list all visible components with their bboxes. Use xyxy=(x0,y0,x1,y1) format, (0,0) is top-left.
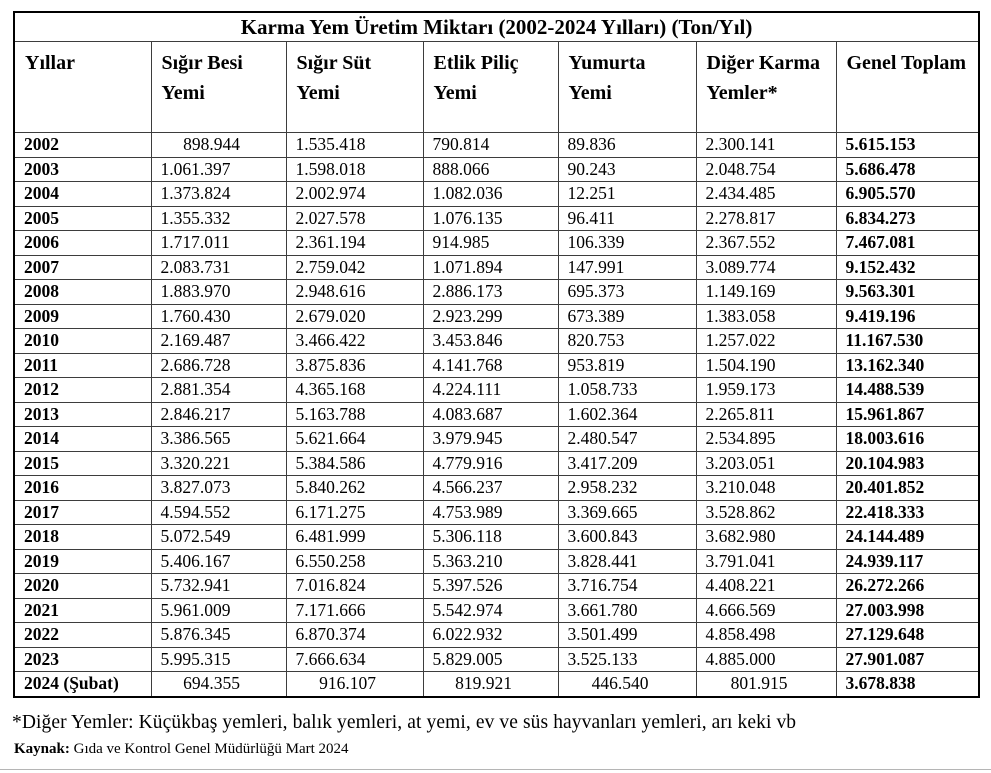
column-header-6: Genel Toplam xyxy=(836,42,979,133)
value-cell: 673.389 xyxy=(558,304,696,329)
table-row xyxy=(14,574,979,599)
value-cell: 694.355 xyxy=(151,672,286,697)
year-cell: 2005 xyxy=(14,206,151,231)
year-cell: 2013 xyxy=(14,402,151,427)
value-cell: 2.027.578 xyxy=(286,206,423,231)
value-cell: 1.883.970 xyxy=(151,280,286,305)
value-cell: 3.600.843 xyxy=(558,525,696,550)
value-cell: 2.300.141 xyxy=(696,133,836,158)
total-cell: 9.419.196 xyxy=(836,304,979,329)
value-cell: 12.251 xyxy=(558,182,696,207)
value-cell: 2.958.232 xyxy=(558,476,696,501)
year-cell: 2017 xyxy=(14,500,151,525)
value-cell: 4.224.111 xyxy=(423,378,558,403)
value-cell: 1.058.733 xyxy=(558,378,696,403)
value-cell: 2.881.354 xyxy=(151,378,286,403)
total-cell: 27.901.087 xyxy=(836,647,979,672)
value-cell: 2.265.811 xyxy=(696,402,836,427)
value-cell: 5.829.005 xyxy=(423,647,558,672)
value-cell: 819.921 xyxy=(423,672,558,697)
total-cell: 24.939.117 xyxy=(836,549,979,574)
table-title: Karma Yem Üretim Miktarı (2002-2024 Yılları) (Ton/Yıl) xyxy=(14,12,979,42)
year-cell: 2019 xyxy=(14,549,151,574)
total-cell: 7.467.081 xyxy=(836,231,979,256)
value-cell: 4.666.569 xyxy=(696,598,836,623)
value-cell: 5.995.315 xyxy=(151,647,286,672)
table-row xyxy=(14,157,979,182)
source-line xyxy=(14,741,349,758)
value-cell: 2.679.020 xyxy=(286,304,423,329)
year-cell: 2009 xyxy=(14,304,151,329)
value-cell: 5.732.941 xyxy=(151,574,286,599)
total-cell: 13.162.340 xyxy=(836,353,979,378)
value-cell: 790.814 xyxy=(423,133,558,158)
year-cell: 2008 xyxy=(14,280,151,305)
value-cell: 2.534.895 xyxy=(696,427,836,452)
total-cell: 9.152.432 xyxy=(836,255,979,280)
total-cell: 5.615.153 xyxy=(836,133,979,158)
value-cell: 888.066 xyxy=(423,157,558,182)
value-cell: 2.083.731 xyxy=(151,255,286,280)
year-cell: 2006 xyxy=(14,231,151,256)
value-cell: 3.682.980 xyxy=(696,525,836,550)
table-row xyxy=(14,672,979,697)
table-row xyxy=(14,598,979,623)
value-cell: 2.846.217 xyxy=(151,402,286,427)
column-header-2: Sığır Süt Yemi xyxy=(286,42,423,133)
total-cell: 3.678.838 xyxy=(836,672,979,697)
value-cell: 4.885.000 xyxy=(696,647,836,672)
value-cell: 3.466.422 xyxy=(286,329,423,354)
value-cell: 2.169.487 xyxy=(151,329,286,354)
page-bottom-rule xyxy=(0,769,991,770)
value-cell: 4.083.687 xyxy=(423,402,558,427)
header-row xyxy=(14,42,979,133)
column-header-4: Yumurta Yemi xyxy=(558,42,696,133)
value-cell: 4.141.768 xyxy=(423,353,558,378)
value-cell: 5.621.664 xyxy=(286,427,423,452)
value-cell: 2.948.616 xyxy=(286,280,423,305)
column-header-0: Yıllar xyxy=(14,42,151,133)
value-cell: 3.089.774 xyxy=(696,255,836,280)
value-cell: 695.373 xyxy=(558,280,696,305)
value-cell: 3.791.041 xyxy=(696,549,836,574)
total-cell: 26.272.266 xyxy=(836,574,979,599)
source-text: Gıda ve Kontrol Genel Müdürlüğü Mart 2024 xyxy=(69,741,349,757)
value-cell: 5.363.210 xyxy=(423,549,558,574)
value-cell: 5.840.262 xyxy=(286,476,423,501)
value-cell: 1.504.190 xyxy=(696,353,836,378)
value-cell: 3.320.221 xyxy=(151,451,286,476)
table-row xyxy=(14,451,979,476)
value-cell: 916.107 xyxy=(286,672,423,697)
value-cell: 1.082.036 xyxy=(423,182,558,207)
value-cell: 5.542.974 xyxy=(423,598,558,623)
value-cell: 6.171.275 xyxy=(286,500,423,525)
value-cell: 3.417.209 xyxy=(558,451,696,476)
value-cell: 2.367.552 xyxy=(696,231,836,256)
total-cell: 11.167.530 xyxy=(836,329,979,354)
table-row xyxy=(14,476,979,501)
table-row xyxy=(14,182,979,207)
year-cell: 2015 xyxy=(14,451,151,476)
value-cell: 5.876.345 xyxy=(151,623,286,648)
value-cell: 3.525.133 xyxy=(558,647,696,672)
value-cell: 5.384.586 xyxy=(286,451,423,476)
value-cell: 898.944 xyxy=(151,133,286,158)
table-row xyxy=(14,329,979,354)
value-cell: 5.961.009 xyxy=(151,598,286,623)
column-header-1: Sığır Besi Yemi xyxy=(151,42,286,133)
table-row xyxy=(14,231,979,256)
value-cell: 5.072.549 xyxy=(151,525,286,550)
value-cell: 446.540 xyxy=(558,672,696,697)
table-row xyxy=(14,255,979,280)
value-cell: 1.959.173 xyxy=(696,378,836,403)
total-cell: 6.834.273 xyxy=(836,206,979,231)
value-cell: 96.411 xyxy=(558,206,696,231)
year-cell: 2024 (Şubat) xyxy=(14,672,151,697)
value-cell: 1.355.332 xyxy=(151,206,286,231)
value-cell: 2.361.194 xyxy=(286,231,423,256)
title-row xyxy=(14,12,979,42)
value-cell: 3.979.945 xyxy=(423,427,558,452)
total-cell: 5.686.478 xyxy=(836,157,979,182)
year-cell: 2004 xyxy=(14,182,151,207)
table-row xyxy=(14,549,979,574)
total-cell: 20.104.983 xyxy=(836,451,979,476)
value-cell: 3.203.051 xyxy=(696,451,836,476)
value-cell: 3.875.836 xyxy=(286,353,423,378)
value-cell: 3.369.665 xyxy=(558,500,696,525)
total-cell: 20.401.852 xyxy=(836,476,979,501)
value-cell: 7.666.634 xyxy=(286,647,423,672)
value-cell: 3.827.073 xyxy=(151,476,286,501)
value-cell: 90.243 xyxy=(558,157,696,182)
value-cell: 1.076.135 xyxy=(423,206,558,231)
source-label: Kaynak: xyxy=(14,741,70,757)
table-row xyxy=(14,206,979,231)
value-cell: 1.760.430 xyxy=(151,304,286,329)
value-cell: 4.408.221 xyxy=(696,574,836,599)
total-cell: 18.003.616 xyxy=(836,427,979,452)
table-row xyxy=(14,378,979,403)
table-row xyxy=(14,647,979,672)
year-cell: 2014 xyxy=(14,427,151,452)
value-cell: 4.594.552 xyxy=(151,500,286,525)
value-cell: 2.434.485 xyxy=(696,182,836,207)
value-cell: 3.501.499 xyxy=(558,623,696,648)
year-cell: 2010 xyxy=(14,329,151,354)
value-cell: 4.365.168 xyxy=(286,378,423,403)
value-cell: 6.550.258 xyxy=(286,549,423,574)
total-cell: 24.144.489 xyxy=(836,525,979,550)
value-cell: 914.985 xyxy=(423,231,558,256)
value-cell: 3.716.754 xyxy=(558,574,696,599)
value-cell: 5.406.167 xyxy=(151,549,286,574)
value-cell: 3.453.846 xyxy=(423,329,558,354)
year-cell: 2018 xyxy=(14,525,151,550)
year-cell: 2022 xyxy=(14,623,151,648)
value-cell: 7.171.666 xyxy=(286,598,423,623)
value-cell: 820.753 xyxy=(558,329,696,354)
value-cell: 2.923.299 xyxy=(423,304,558,329)
year-cell: 2003 xyxy=(14,157,151,182)
total-cell: 9.563.301 xyxy=(836,280,979,305)
value-cell: 3.828.441 xyxy=(558,549,696,574)
value-cell: 1.602.364 xyxy=(558,402,696,427)
year-cell: 2007 xyxy=(14,255,151,280)
year-cell: 2016 xyxy=(14,476,151,501)
table-row xyxy=(14,353,979,378)
value-cell: 89.836 xyxy=(558,133,696,158)
year-cell: 2012 xyxy=(14,378,151,403)
total-cell: 22.418.333 xyxy=(836,500,979,525)
value-cell: 1.383.058 xyxy=(696,304,836,329)
footnote-other-feeds: *Diğer Yemler: Küçükbaş yemleri, balık yemleri, at yemi, ev ve süs hayvanları yemleri, arı keki vb xyxy=(12,712,797,733)
value-cell: 1.373.824 xyxy=(151,182,286,207)
table-row xyxy=(14,623,979,648)
table-row xyxy=(14,500,979,525)
table-row xyxy=(14,280,979,305)
table-row xyxy=(14,402,979,427)
value-cell: 106.339 xyxy=(558,231,696,256)
value-cell: 3.386.565 xyxy=(151,427,286,452)
value-cell: 4.566.237 xyxy=(423,476,558,501)
value-cell: 6.022.932 xyxy=(423,623,558,648)
value-cell: 953.819 xyxy=(558,353,696,378)
table-body xyxy=(14,133,979,697)
value-cell: 7.016.824 xyxy=(286,574,423,599)
value-cell: 4.858.498 xyxy=(696,623,836,648)
value-cell: 2.759.042 xyxy=(286,255,423,280)
year-cell: 2021 xyxy=(14,598,151,623)
table-row xyxy=(14,304,979,329)
value-cell: 4.753.989 xyxy=(423,500,558,525)
value-cell: 2.480.547 xyxy=(558,427,696,452)
value-cell: 4.779.916 xyxy=(423,451,558,476)
year-cell: 2002 xyxy=(14,133,151,158)
total-cell: 27.003.998 xyxy=(836,598,979,623)
value-cell: 3.661.780 xyxy=(558,598,696,623)
value-cell: 1.257.022 xyxy=(696,329,836,354)
value-cell: 6.870.374 xyxy=(286,623,423,648)
value-cell: 5.163.788 xyxy=(286,402,423,427)
column-header-5: Diğer Karma Yemler* xyxy=(696,42,836,133)
value-cell: 5.397.526 xyxy=(423,574,558,599)
value-cell: 3.528.862 xyxy=(696,500,836,525)
value-cell: 1.061.397 xyxy=(151,157,286,182)
value-cell: 1.717.011 xyxy=(151,231,286,256)
value-cell: 6.481.999 xyxy=(286,525,423,550)
value-cell: 3.210.048 xyxy=(696,476,836,501)
table-row xyxy=(14,427,979,452)
table-row xyxy=(14,133,979,158)
year-cell: 2020 xyxy=(14,574,151,599)
value-cell: 2.278.817 xyxy=(696,206,836,231)
column-header-3: Etlik Piliç Yemi xyxy=(423,42,558,133)
total-cell: 15.961.867 xyxy=(836,402,979,427)
feed-production-table xyxy=(13,11,980,698)
value-cell: 1.071.894 xyxy=(423,255,558,280)
value-cell: 2.686.728 xyxy=(151,353,286,378)
value-cell: 2.886.173 xyxy=(423,280,558,305)
value-cell: 2.002.974 xyxy=(286,182,423,207)
value-cell: 147.991 xyxy=(558,255,696,280)
year-cell: 2011 xyxy=(14,353,151,378)
total-cell: 14.488.539 xyxy=(836,378,979,403)
total-cell: 6.905.570 xyxy=(836,182,979,207)
value-cell: 1.535.418 xyxy=(286,133,423,158)
value-cell: 1.598.018 xyxy=(286,157,423,182)
table-container xyxy=(13,11,980,698)
total-cell: 27.129.648 xyxy=(836,623,979,648)
year-cell: 2023 xyxy=(14,647,151,672)
table-row xyxy=(14,525,979,550)
value-cell: 5.306.118 xyxy=(423,525,558,550)
value-cell: 2.048.754 xyxy=(696,157,836,182)
value-cell: 801.915 xyxy=(696,672,836,697)
value-cell: 1.149.169 xyxy=(696,280,836,305)
